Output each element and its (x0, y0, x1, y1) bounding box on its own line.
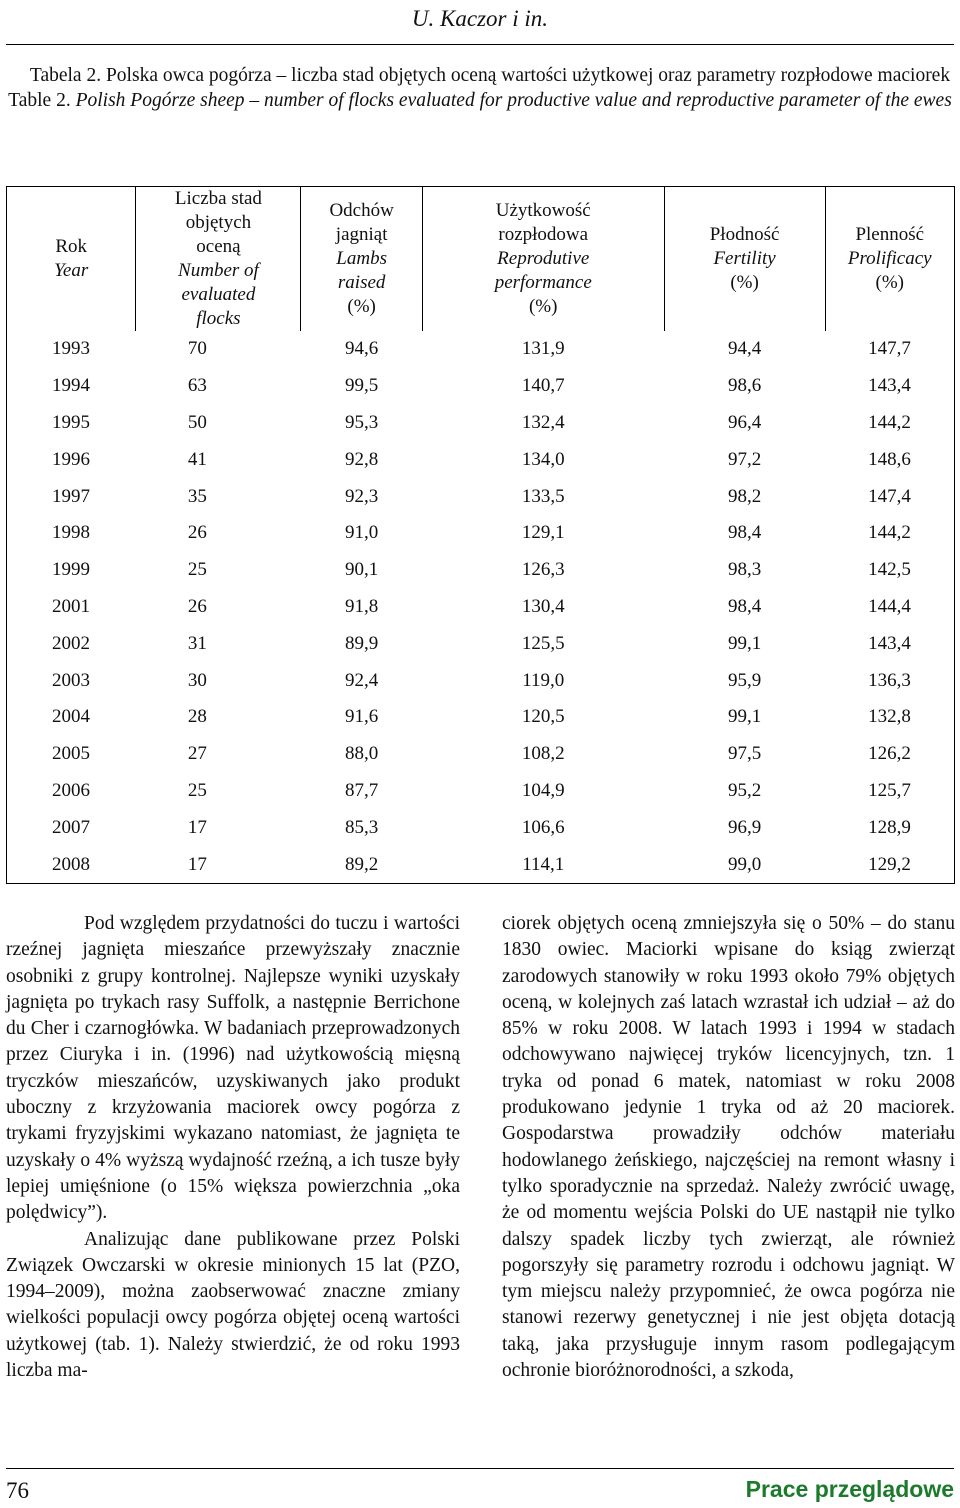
cell-flocks: 70 (187, 338, 207, 360)
cell-fertility: 96,9 (727, 816, 762, 838)
cell-lambs-raised: 92,8 (345, 448, 379, 470)
cell-prolificacy: 126,2 (868, 743, 911, 765)
cell-lambs-raised: 95,3 (345, 411, 379, 433)
caption-english (0, 89, 960, 114)
cell-prolificacy: 147,4 (868, 485, 911, 507)
cell-reproductive-performance: 125,5 (521, 632, 565, 654)
cell-year: 2004 (52, 706, 90, 728)
cell-fertility: 98,6 (727, 375, 762, 397)
cell-year: 2005 (52, 743, 90, 765)
table-row (7, 368, 955, 405)
header-prolificacy-pl: Plenność (855, 224, 925, 245)
cell-reproductive-performance: 119,0 (522, 669, 565, 691)
table-row (7, 478, 955, 515)
cell-lambs-raised: 91,6 (345, 706, 379, 728)
header-fertility (664, 187, 825, 332)
cell-lambs-raised: 92,3 (345, 485, 379, 507)
cell-prolificacy: 129,2 (868, 853, 911, 875)
header-prolificacy-unit: (%) (875, 272, 904, 293)
paragraph: ciorek objętych oceną zmniejszyła się o 50% – do stanu 1830 owiec. Maciorki wpisane do ksiąg zwierząt zarodowych stanowiły w roku 1993 około 79% objętych oceną, w kolejnych zaś latach wzrastał ich udział – aż do 85% w roku 2008. W latach 1993 i 1994 w stadach odchowywano najwięcej tryków licencyjnych, tzn. 1 tryka od ponad 6 matek, natomiast w roku 2008 produkowano jedynie 1 tryka od aż 20 maciorek. Gospodarstwa prowadziły odchów materiału hodowlanego żeńskiego, najczęściej na remont własny i tylko sporadycznie na sprzedaż. Należy zwrócić uwagę, że od momentu wejścia Polski do UE nastąpił nie tylko dalszy spadek liczby tych zwierząt, ale również pogorszyły się parametry rozrodu i odchowu jagniąt. W tym miejscu należy przypomnieć, że owca pogórza nie stanowi rezerwy genetycznej i nie jest objęta dotacją taką, jaka przysługuje innym rasom podlegającym ochronie bioróżnorodności, a szkoda, (502, 913, 955, 1382)
header-lambs-raised-unit: (%) (347, 296, 376, 317)
cell-flocks: 28 (187, 706, 207, 728)
cell-lambs-raised: 99,5 (345, 375, 379, 397)
data-table (6, 186, 955, 884)
caption-polish: Tabela 2. Polska owca pogórza – liczba stad objętych oceną wartości użytkowej oraz parametry rozpłodowe maciorek (29, 65, 951, 86)
header-fertility-en: Fertility (713, 248, 776, 269)
header-reproductive-performance-pl: Użytkowość rozpłodowa (495, 200, 591, 245)
cell-year: 2003 (52, 669, 90, 691)
cell-year: 2002 (52, 632, 90, 654)
cell-prolificacy: 147,7 (868, 338, 911, 360)
table-row (7, 625, 955, 662)
cell-reproductive-performance: 130,4 (521, 595, 565, 617)
cell-reproductive-performance: 140,7 (521, 375, 565, 397)
cell-reproductive-performance: 120,5 (521, 706, 565, 728)
cell-flocks: 35 (187, 485, 207, 507)
table-row (7, 589, 955, 626)
cell-prolificacy: 136,3 (868, 669, 911, 691)
paragraph: Analizując dane publikowane przez Polski Związek Owczarski w okresie minionych 15 lat (PZO, 1994–2009), można zaobserwować znaczne zmiany wielkości populacji owcy pogórza objętej oceną wartości użytkowej (tab. 1). Należy stwierdzić, że od roku 1993 liczba ma- (6, 1228, 460, 1382)
cell-prolificacy: 132,8 (868, 706, 911, 728)
cell-fertility: 98,2 (727, 485, 762, 507)
text-column-left (6, 911, 460, 1384)
header-flocks (136, 187, 301, 332)
header-lambs-raised-en: Lambs raised (336, 248, 387, 293)
header-reproductive-performance-en: Reprodutive performance (494, 248, 592, 293)
header-rule (6, 44, 954, 45)
section-name: Prace przeglądowe (745, 1476, 954, 1502)
cell-reproductive-performance: 126,3 (521, 559, 565, 581)
cell-year: 1996 (52, 448, 90, 470)
cell-reproductive-performance: 108,2 (521, 743, 565, 765)
cell-lambs-raised: 91,0 (345, 522, 379, 544)
cell-year: 1999 (52, 559, 90, 581)
cell-prolificacy: 144,4 (868, 595, 911, 617)
cell-fertility: 99,1 (727, 706, 762, 728)
cell-flocks: 26 (187, 595, 207, 617)
header-year-pl: Rok (55, 236, 88, 257)
cell-year: 1995 (52, 411, 90, 433)
cell-year: 1993 (52, 338, 90, 360)
cell-prolificacy: 148,6 (868, 448, 911, 470)
cell-lambs-raised: 92,4 (345, 669, 379, 691)
cell-year: 2007 (52, 816, 90, 838)
cell-prolificacy: 143,4 (868, 375, 911, 397)
header-flocks-pl: Liczba stad objętych oceną (174, 188, 262, 257)
header-prolificacy-en: Prolificacy (847, 248, 932, 269)
cell-lambs-raised: 91,8 (345, 595, 379, 617)
header-reproductive-performance-unit: (%) (528, 296, 558, 317)
cell-flocks: 30 (187, 669, 207, 691)
table-row (7, 699, 955, 736)
cell-year: 2008 (52, 853, 90, 875)
cell-lambs-raised: 90,1 (345, 559, 379, 581)
cell-reproductive-performance: 131,9 (521, 338, 565, 360)
cell-lambs-raised: 94,6 (345, 338, 379, 360)
cell-lambs-raised: 89,9 (345, 632, 379, 654)
header-prolificacy (825, 187, 954, 332)
header-flocks-en: Number of evaluated flocks (178, 260, 259, 329)
cell-flocks: 17 (187, 816, 207, 838)
cell-flocks: 25 (187, 559, 207, 581)
table-caption (0, 64, 960, 113)
cell-prolificacy: 125,7 (868, 779, 911, 801)
cell-fertility: 98,4 (727, 522, 762, 544)
cell-year: 1997 (52, 485, 90, 507)
caption-english-text: Polish Pogórze sheep – number of flocks evaluated for productive value and reproductive parameter of the ewes (75, 89, 952, 111)
cell-flocks: 17 (187, 853, 207, 875)
header-year (7, 187, 136, 332)
cell-lambs-raised: 87,7 (345, 779, 379, 801)
cell-lambs-raised: 89,2 (345, 853, 379, 875)
cell-fertility: 96,4 (727, 411, 762, 433)
cell-flocks: 31 (187, 632, 207, 654)
cell-flocks: 63 (187, 375, 207, 397)
table-row (7, 331, 955, 368)
cell-reproductive-performance: 104,9 (521, 779, 565, 801)
cell-prolificacy: 142,5 (868, 559, 911, 581)
cell-fertility: 95,2 (727, 779, 762, 801)
cell-prolificacy: 143,4 (868, 632, 911, 654)
table-row (7, 515, 955, 552)
cell-fertility: 98,4 (727, 595, 762, 617)
cell-prolificacy: 128,9 (868, 816, 911, 838)
cell-flocks: 50 (187, 411, 207, 433)
cell-fertility: 94,4 (727, 338, 762, 360)
cell-fertility: 97,2 (727, 448, 762, 470)
header-fertility-unit: (%) (730, 272, 759, 293)
cell-reproductive-performance: 134,0 (521, 448, 565, 470)
cell-fertility: 97,5 (727, 743, 762, 765)
cell-prolificacy: 144,2 (868, 411, 911, 433)
cell-lambs-raised: 85,3 (345, 816, 379, 838)
footer-rule (6, 1468, 954, 1469)
cell-fertility: 98,3 (727, 559, 762, 581)
cell-reproductive-performance: 129,1 (521, 522, 565, 544)
cell-year: 2006 (52, 779, 90, 801)
running-head: U. Kaczor i in. (411, 6, 548, 31)
cell-lambs-raised: 88,0 (345, 743, 379, 765)
header-fertility-pl: Płodność (709, 224, 780, 245)
table-row (7, 773, 955, 810)
caption-english-label: Table 2. (8, 89, 71, 111)
table-header-row (7, 187, 955, 332)
header-lambs-raised (301, 187, 422, 332)
cell-fertility: 99,0 (727, 853, 762, 875)
cell-flocks: 25 (187, 779, 207, 801)
cell-reproductive-performance: 106,6 (521, 816, 565, 838)
text-column-right (502, 911, 955, 1384)
cell-fertility: 99,1 (727, 632, 762, 654)
table-row (7, 405, 955, 442)
table-row (7, 552, 955, 589)
cell-year: 1998 (52, 522, 90, 544)
cell-year: 1994 (52, 375, 90, 397)
table-row (7, 809, 955, 846)
cell-fertility: 95,9 (727, 669, 762, 691)
header-lambs-raised-pl: Odchów jagniąt (329, 200, 394, 245)
cell-flocks: 26 (187, 522, 207, 544)
cell-year: 2001 (52, 595, 90, 617)
table-row (7, 846, 955, 883)
table-row (7, 662, 955, 699)
cell-reproductive-performance: 114,1 (522, 853, 565, 875)
header-reproductive-performance (422, 187, 664, 332)
table-row (7, 736, 955, 773)
cell-prolificacy: 144,2 (868, 522, 911, 544)
cell-reproductive-performance: 133,5 (521, 485, 565, 507)
cell-flocks: 41 (187, 448, 207, 470)
page-number: 76 (6, 1478, 29, 1503)
header-year-en: Year (54, 260, 89, 281)
table-body (7, 331, 955, 883)
table-row (7, 441, 955, 478)
paragraph: Pod względem przydatności do tuczu i wartości rzeźnej jagnięta mieszańce przewyższały znacznie osobniki z grupy kontrolnej. Najlepsze wyniki uzyskały jagnięta po trykach rasy Suffolk, a następnie Berrichone du Cher i czarnogłówka. W badaniach przeprowadzonych przez Ciuryka i in. (1996) nad użytkowością mięsną tryczków mieszańców, uzyskiwanych jako produkt uboczny z krzyżowania maciorek owcy pogórza z trykami fryzyjskimi wykazano natomiast, że jagnięta te uzyskały o 4% wyższą wydajność rzeźną, a ich tusze były lepiej umięśnione (o 15% większa powierzchnia „oka polędwicy”). (6, 913, 460, 1224)
cell-reproductive-performance: 132,4 (521, 411, 565, 433)
cell-flocks: 27 (187, 743, 207, 765)
